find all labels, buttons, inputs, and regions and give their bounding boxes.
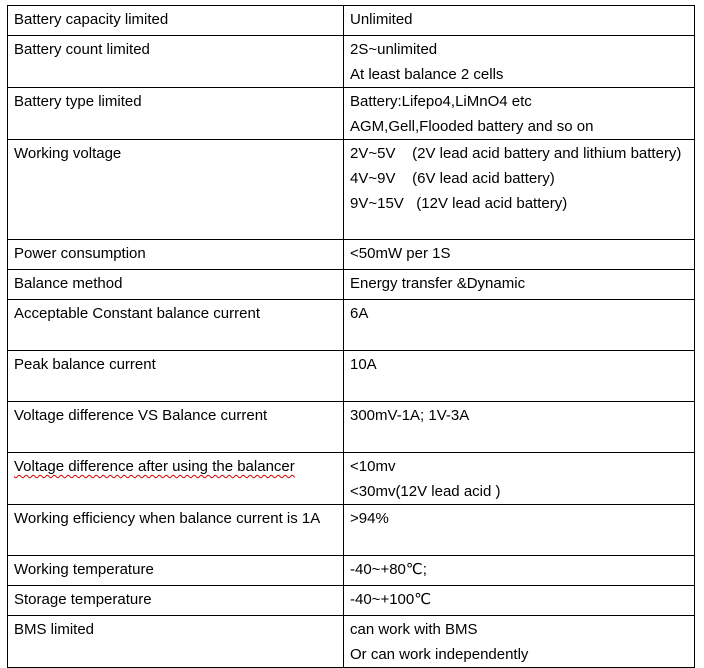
spec-label [8,453,344,505]
spec-label: Working voltage [8,140,344,240]
table-row [8,453,695,505]
spec-value-line: 300mV-1A; 1V-3A [350,407,470,424]
spec-value [344,453,695,505]
spec-value-line: can work with BMS [350,621,478,638]
table-row [8,351,695,402]
spec-label: Peak balance current [8,351,344,402]
spec-value-line: At least balance 2 cells [350,66,504,83]
spec-label-text: Voltage difference after using the balancer [14,458,295,475]
spec-label: Power consumption [8,240,344,270]
table-row [8,556,695,586]
spec-value-line: Or can work independently [350,646,529,663]
spec-label: Working efficiency when balance current is 1A [8,505,344,556]
table-row [8,6,695,36]
spec-value-line: -40~+100℃ [350,591,432,608]
table-row [8,586,695,616]
spec-table [7,5,695,668]
table-row [8,36,695,88]
spec-value [344,402,695,453]
spec-label: Balance method [8,270,344,300]
spec-value-line: Unlimited [350,11,413,28]
spec-value-line: 4V~9V (6V lead acid battery) [350,170,555,187]
spec-value [344,300,695,351]
table-row [8,300,695,351]
table-row [8,240,695,270]
spec-value-line: <30mv(12V lead acid ) [350,483,501,500]
spec-value [344,140,695,240]
spec-value-line: >94% [350,510,389,527]
spec-label: Voltage difference VS Balance current [8,402,344,453]
spec-label: Working temperature [8,556,344,586]
spec-value [344,505,695,556]
spec-value [344,240,695,270]
spec-value-line: -40~+80℃; [350,561,427,578]
spec-value [344,36,695,88]
spec-value-line: 6A [350,305,369,322]
spec-value-line: 2V~5V (2V lead acid battery and lithium battery) [350,145,682,162]
spec-value-line: 10A [350,356,377,373]
spec-value-line: <50mW per 1S [350,245,451,262]
spec-label: Acceptable Constant balance current [8,300,344,351]
spec-value-line: AGM,Gell,Flooded battery and so on [350,118,594,135]
table-row [8,270,695,300]
spec-value-line: <10mv [350,458,396,475]
table-row [8,505,695,556]
spec-label: Battery capacity limited [8,6,344,36]
table-row [8,616,695,668]
spec-value [344,88,695,140]
spec-label: Battery count limited [8,36,344,88]
spec-value [344,586,695,616]
table-row [8,402,695,453]
spec-value [344,616,695,668]
spec-value-line: Battery:Lifepo4,LiMnO4 etc [350,93,532,110]
spec-value [344,6,695,36]
spec-label: BMS limited [8,616,344,668]
spec-value [344,556,695,586]
table-row [8,88,695,140]
spec-value-line: 9V~15V (12V lead acid battery) [350,195,568,212]
spec-label: Storage temperature [8,586,344,616]
spec-value-line: 2S~unlimited [350,41,438,58]
spec-label: Battery type limited [8,88,344,140]
spec-value-line: Energy transfer &Dynamic [350,275,526,292]
spec-value [344,270,695,300]
table-row [8,140,695,240]
spec-value [344,351,695,402]
